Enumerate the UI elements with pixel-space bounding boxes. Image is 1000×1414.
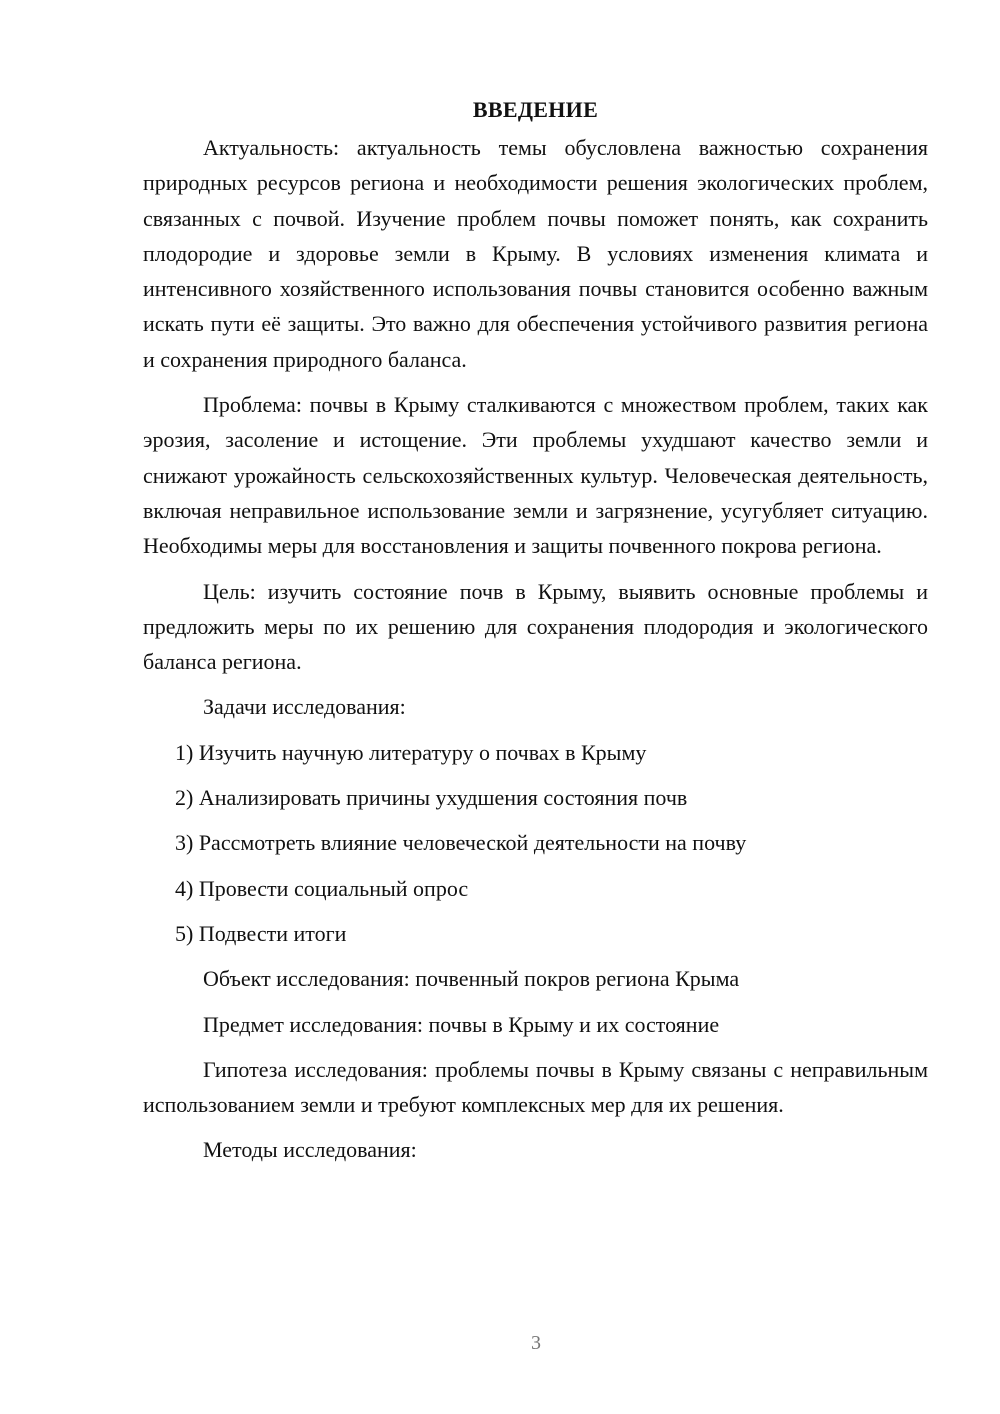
problem-paragraph: Проблема: почвы в Крыму сталкиваются с множеством проблем, таких как эрозия, засоление и истощение. Эти проблемы ухудшают качество земли и снижают урожайность сельскохозяйственных культур. Человеческая деятельность, включая неправильное использование земли и загрязнение, усугубляет ситуацию. Необходимы меры для восстановления и защиты почвенного покрова региона. — [143, 392, 928, 559]
task-item: 2) Анализировать причины ухудшения состояния почв — [175, 785, 688, 811]
task-item: 5) Подвести итоги — [175, 920, 347, 946]
research-subject: Предмет исследования: почвы в Крыму и их состояние — [203, 1011, 720, 1037]
hypothesis-paragraph: Гипотеза исследования: проблемы почвы в Крыму связаны с неправильным использованием земли и требуют комплексных мер для их решения. — [143, 1056, 928, 1118]
page-number: 3 — [531, 1332, 541, 1354]
task-item: 1) Изучить научную литературу о почвах в Крыму — [175, 739, 647, 765]
task-item: 3) Рассмотреть влияние человеческой деятельности на почву — [175, 830, 747, 856]
tasks-list — [143, 735, 928, 951]
tasks-heading: Задачи исследования: — [203, 694, 406, 720]
goal-paragraph: Цель: изучить состояние почв в Крыму, выявить основные проблемы и предложить меры по их решению для сохранения плодородия и экологического баланса региона. — [143, 578, 928, 675]
methods-heading: Методы исследования: — [203, 1137, 417, 1163]
document-page — [143, 92, 928, 1178]
relevance-paragraph: Актуальность: актуальность темы обусловлена важностью сохранения природных ресурсов региона и необходимости решения экологических проблем, связанных с почвой. Изучение проблем почвы поможет понять, как сохранить плодородие и здоровье земли в Крыму. В условиях изменения климата и интенсивного хозяйственного использования почвы становится особенно важным искать пути её защиты. Это важно для обеспечения устойчивого развития региона и сохранения природного баланса. — [143, 135, 928, 372]
research-object: Объект исследования: почвенный покров региона Крыма — [203, 966, 740, 992]
page-title: ВВЕДЕНИЕ — [472, 97, 599, 122]
task-item: 4) Провести социальный опрос — [175, 875, 469, 901]
